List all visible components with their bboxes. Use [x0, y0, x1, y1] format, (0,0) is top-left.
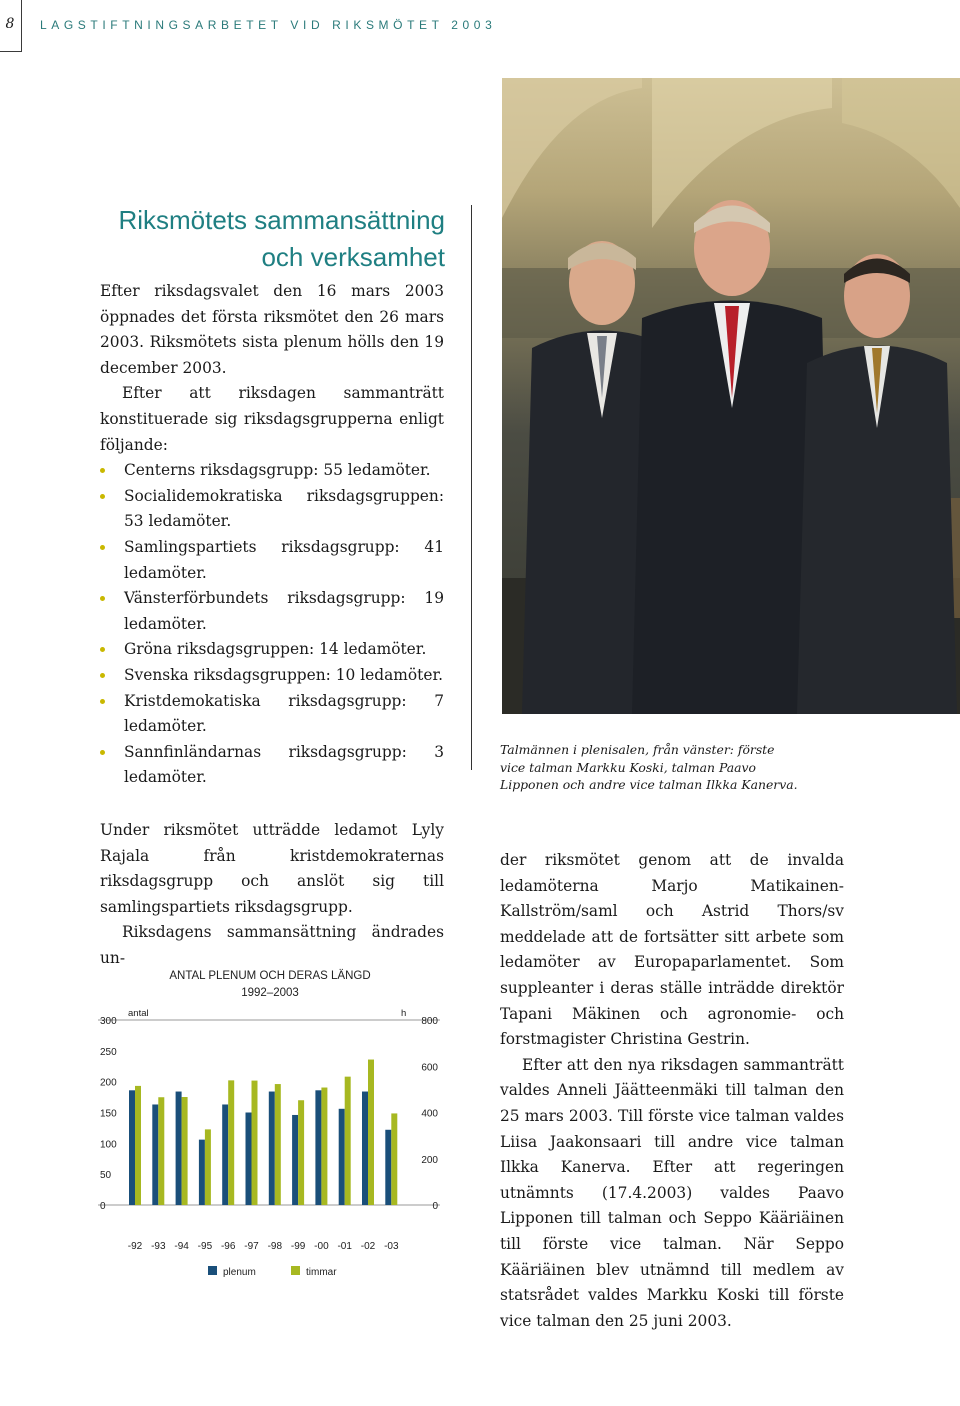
right-tick-label: 800 [421, 1016, 438, 1027]
left-tick-label: 100 [100, 1139, 117, 1151]
bar-timmar [135, 1086, 141, 1205]
x-tick-label: -99 [290, 1241, 306, 1252]
chart-subtitle: 1992–2003 [241, 987, 299, 999]
paragraph-rajala: Under riksmötet utträdde ledamot Lyly Rajala från kristdemokraternas riksdagsgrupp och anslöt sig till samlingspartiets riksdagsgrupp. [100, 821, 444, 916]
x-tick-label: -00 [314, 1241, 329, 1252]
bar-timmar [368, 1060, 374, 1205]
bullet-icon [100, 468, 105, 473]
bullet-icon [100, 545, 105, 550]
page-number: 8 [5, 16, 15, 32]
x-axis-labels [128, 1241, 399, 1252]
bar-timmar [158, 1097, 164, 1205]
left-axis-label: antal [128, 1008, 149, 1019]
paragraph-composition: Riksdagens sammansättning ändrades un- [100, 923, 444, 967]
bar-timmar [182, 1097, 188, 1205]
photo-caption: Talmännen i plenisalen, från vänster: förste vice talman Markku Koski, talman Paavo Lipponen och andre vice talman Ilkka Kanerva. [500, 742, 798, 792]
list-item [100, 458, 444, 484]
left-tick-label: 250 [100, 1046, 117, 1058]
paragraph-speakers: Efter att den nya riksdagen sammanträtt valdes Anneli Jäätteenmäki till talman den 25 mars 2003. Till förste vice talman valdes Liisa Jaakonsaari till andre vice talman Ilkka Kanerva. Efter att regeringen utnämnts (17.4.2003) valdes Paavo Lipponen till talman och Seppo Kääriäinen till förste vice talman. När Seppo Kääriäinen blev utnämnd till medlem av statsrådet valdes Markku Koski till förste vice talman den 25 juni 2003. [500, 1055, 844, 1330]
legend-swatch-plenum [208, 1266, 217, 1275]
list-item [100, 689, 444, 740]
bar-timmar [205, 1129, 211, 1205]
bar-timmar [252, 1081, 258, 1205]
chart-title: ANTAL PLENUM OCH DERAS LÄNGD [169, 970, 371, 982]
bar-timmar [228, 1080, 234, 1205]
bar-plenum [315, 1090, 321, 1205]
list-item-text: Sannfinländarnas riksdagsgrupp: 3 ledamöter. [124, 742, 444, 787]
left-tick-label: 0 [100, 1201, 106, 1212]
list-item [100, 740, 444, 791]
bullet-icon [100, 750, 105, 755]
left-column-lower [100, 818, 444, 972]
paragraph-intro: Efter riksdagsvalet den 16 mars 2003 öppnades det första riksmötet den 26 mars 2003. Riksmötets sista plenum hölls den 19 december 2003. [100, 282, 444, 377]
plenum-chart [90, 965, 460, 1295]
section-title-line-1: Riksmötets sammansättning [118, 205, 445, 235]
bar-timmar [391, 1113, 397, 1205]
left-tick-label: 300 [100, 1016, 117, 1027]
bar-timmar [298, 1100, 304, 1205]
right-tick-label: 0 [432, 1201, 438, 1212]
list-item-text: Vänsterförbundets riksdagsgrupp: 19 ledamöter. [124, 589, 444, 633]
right-column [500, 848, 844, 1334]
bar-timmar [345, 1077, 351, 1205]
x-tick-label: -97 [244, 1241, 259, 1252]
list-item [100, 637, 444, 663]
x-tick-label: -02 [360, 1241, 376, 1252]
list-item [100, 535, 444, 586]
list-item-text: Samlingspartiets riksdagsgrupp: 41 ledamöter. [124, 537, 444, 582]
list-item-text: Socialidemokratiska riksdagsgruppen: 53 ledamöter. [124, 486, 444, 531]
bar-plenum [246, 1113, 252, 1206]
bar-plenum [269, 1092, 275, 1205]
left-axis-ticks [100, 1016, 117, 1212]
bar-plenum [339, 1109, 345, 1205]
column-divider [471, 205, 472, 770]
bar-plenum [199, 1140, 205, 1205]
group-list [100, 458, 444, 791]
bar-plenum [292, 1115, 298, 1205]
right-axis-label: h [401, 1008, 407, 1019]
left-column [100, 279, 444, 791]
bullet-icon [100, 673, 105, 678]
bar-plenum [152, 1104, 158, 1205]
left-tick-label: 200 [100, 1077, 117, 1089]
paragraph-continuation: der riksmötet genom att de invalda ledamöterna Marjo Matikainen-Kallström/saml och Astrid Thors/sv meddelade att de fortsätter sitt arbete som ledamöter av Europaparlamentet. Som suppleanter i deras ställe inträdde direktör Tapani Mäkinen och agronomie- och forstmagister Christina Gestrin. [500, 851, 844, 1049]
bar-plenum [222, 1104, 228, 1205]
x-tick-label: -93 [151, 1241, 166, 1252]
right-tick-label: 400 [421, 1108, 438, 1120]
bar-timmar [275, 1084, 281, 1205]
bar-plenum [129, 1090, 135, 1205]
x-tick-label: -96 [220, 1241, 236, 1252]
list-item [100, 663, 444, 689]
list-item-text: Centerns riksdagsgrupp: 55 ledamöter. [124, 461, 431, 480]
right-tick-label: 200 [421, 1154, 438, 1166]
bullet-icon [100, 596, 105, 601]
bullet-icon [100, 494, 105, 499]
paragraph-groups-intro: Efter att riksdagen sammanträtt konstituerade sig riksdagsgrupperna enligt följande: [100, 384, 444, 454]
list-item-text: Gröna riksdagsgruppen: 14 ledamöter. [124, 640, 427, 659]
running-header: LAGSTIFTNINGSARBETET VID RIKSMÖTET 2003 [40, 18, 497, 32]
bar-plenum [176, 1092, 182, 1205]
x-tick-label: -03 [384, 1241, 399, 1252]
right-tick-label: 600 [421, 1062, 438, 1074]
list-item [100, 484, 444, 535]
x-tick-label: -01 [337, 1241, 352, 1252]
x-tick-label: -95 [197, 1241, 213, 1252]
x-tick-label: -92 [127, 1241, 143, 1252]
legend-label-timmar: timmar [306, 1267, 337, 1278]
bar-plenum [362, 1092, 368, 1205]
section-title-line-2: och verksamhet [261, 242, 445, 272]
legend-label-plenum: plenum [223, 1267, 256, 1278]
legend-swatch-timmar [291, 1266, 300, 1275]
list-item-text: Kristdemokatiska riksdagsgrupp: 7 ledamöter. [124, 691, 444, 736]
left-tick-label: 50 [100, 1170, 112, 1182]
chart-bars [129, 1060, 397, 1205]
list-item-text: Svenska riksdagsgruppen: 10 ledamöter. [124, 665, 444, 684]
speakers-photo [502, 78, 960, 714]
bar-plenum [385, 1130, 391, 1205]
bar-timmar [321, 1088, 327, 1205]
bullet-icon [100, 699, 105, 704]
bullet-icon [100, 647, 105, 652]
x-tick-label: -94 [174, 1241, 189, 1252]
section-title [118, 202, 445, 276]
speakers-photo-illustration [502, 78, 960, 714]
right-axis-ticks [421, 1016, 438, 1212]
x-tick-label: -98 [267, 1241, 283, 1252]
left-tick-label: 150 [100, 1108, 117, 1120]
list-item [100, 586, 444, 637]
